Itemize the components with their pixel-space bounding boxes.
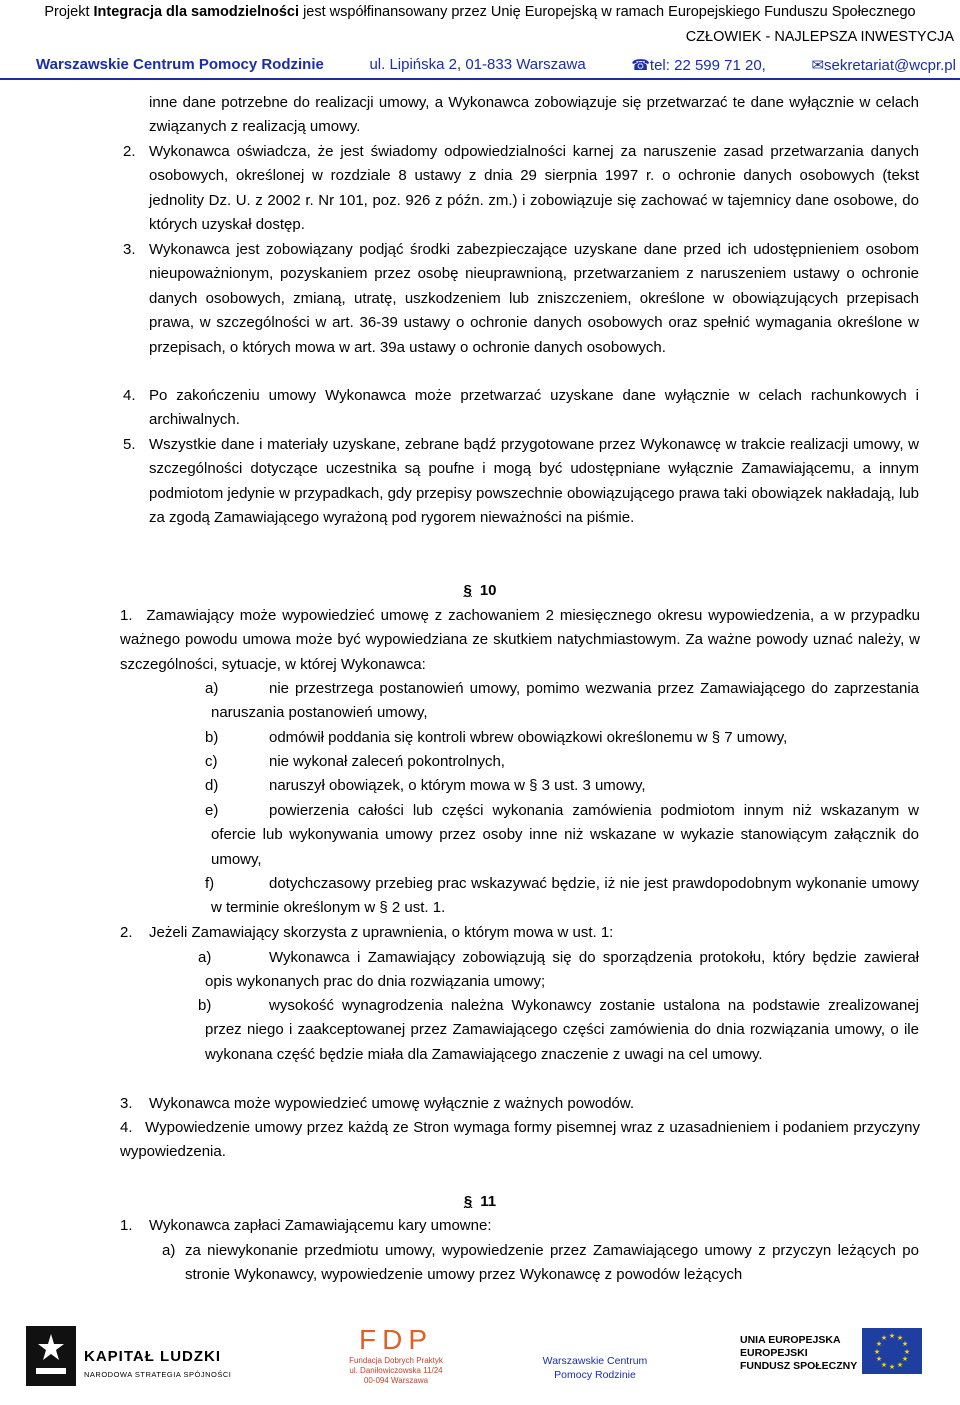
paragraph-4: Po zakończeniu umowy Wykonawca może przetwarzać uzyskane dane wyłącznie w celach rachunkowych i archiwalnych. (149, 387, 919, 429)
paragraph-2: Wykonawca oświadcza, że jest świadomy odpowiedzialności karnej za naruszenie zasad przetwarzania danych osobowych, określonej w rozdziale 8 ustawy z dnia 29 sierpnia 1997 r. o ochronie danych osobowych (tekst jednolity Dz. U. z 2002 r. Nr 101, poz. 926 z późn. zm.) i zobowiązuje się zachować w tajemnicy dane osobowe, do których uzyskał dostęp. (149, 143, 919, 234)
s10-item-c-label: c) (205, 753, 218, 770)
header-funding-text: jest współfinansowany przez Unię Europejską w ramach Europejskiego Funduszu Społecznego (303, 4, 916, 20)
footer-logos (0, 1318, 960, 1405)
paragraph-3-number: 3. (123, 241, 136, 258)
paragraph-1-cont: inne dane potrzebne do realizacji umowy, a Wykonawca zobowiązuje się przetwarzać te dane wyłącznie w celach związanych z realizacją umowy. (149, 94, 919, 136)
section-symbol: § (463, 582, 472, 599)
svg-text:★: ★ (888, 1332, 896, 1340)
s10-p2-item-a-label: a) (198, 949, 212, 966)
s11-p1-number: 1. (120, 1217, 133, 1234)
s11-paragraph-1: Wykonawca zapłaci Zamawiającemu kary umowne: (149, 1217, 492, 1234)
wcpr-logo (540, 1354, 650, 1382)
paragraph-5: Wszystkie dane i materiały uzyskane, zebrane bądź przygotowane przez Wykonawcę w trakcie realizacji umowy, w szczególności dotyczące uczestnika są poufne i mogą być udostępniane wyłącznie Zamawiającemu, a innym podmiotom jedynie w przypadkach, gdy przepisy powszechnie obowiązującego prawa taki obowiązek nakładają, lub za zgodą Zamawiającego wyrażoną pod rygorem nieważności na piśmie. (149, 436, 919, 527)
s11-item-a-label: a) (162, 1242, 176, 1259)
paragraph-2-number: 2. (123, 143, 136, 160)
s10-item-f: dotychczasowy przebieg prac wskazywać będzie, iż nie jest prawdopodobnym wykonanie umowy w terminie określonym w § 2 ust. 1. (211, 875, 919, 917)
s10-paragraph-2: Jeżeli Zamawiający skorzysta z uprawnienia, o którym mowa w ust. 1: (149, 924, 614, 941)
s10-p4-text: Wypowiedzenie umowy przez każdą ze Stron wymaga formy pisemnej wraz z uzasadnieniem i podaniem przyczyny wypowiedzenia. (120, 1119, 920, 1161)
svg-text:★: ★ (901, 1355, 909, 1363)
svg-text:★: ★ (880, 1361, 888, 1369)
s11-item-a: za niewykonanie przedmiotu umowy, wypowiedzenie przez Zamawiającego umowy z przyczyn leżących po stronie Wykonawcy, wypowiedzenie umowy przez Wykonawcę z powodów leżących (185, 1242, 919, 1284)
header-phone: ☎tel: 22 599 71 20, (631, 57, 766, 74)
wcpr-line2: Pomocy Rodzinie (554, 1369, 636, 1381)
fdp-city: 00-094 Warszawa (363, 1376, 429, 1385)
s10-item-e: powierzenia całości lub części wykonania zamówienia podmiotom innym niż wskazanym w ofercie lub wykonywania umowy przez osoby inne niż wskazane w wykazie stanowiącym załącznik do umowy, (211, 802, 919, 868)
s10-item-c: nie wykonał zaleceń pokontrolnych, (269, 753, 505, 770)
fdp-letters: FDP (359, 1324, 433, 1355)
s10-p2-item-b-label: b) (198, 997, 212, 1014)
fdp-logo (336, 1324, 456, 1386)
s10-p4-number: 4. (120, 1119, 133, 1136)
phone-icon: ☎ (631, 57, 650, 74)
s10-item-e-label: e) (205, 802, 219, 819)
s10-p1-number: 1. (120, 607, 133, 624)
paragraph-3: Wykonawca jest zobowiązany podjąć środki zabezpieczające uzyskane dane przed ich udostępnieniem osobom nieupoważnionym, pozyskaniem przez osobę nieuprawnioną, przetwarzaniem z naruszeniem ustawy o ochronie danych osobowych, zmianą, utratę, uszkodzeniem lub zniszczeniem, określone w obowiązujących przepisach prawa, w szczególności w art. 36-39 ustawy o ochronie danych osobowych oraz spełnić wymagania określone w przepisach, o których mowa w art. 39a ustawy o ochronie danych osobowych. (149, 241, 919, 356)
s10-p2-number: 2. (120, 924, 133, 941)
svg-text:★: ★ (875, 1355, 883, 1363)
header-funding-line (0, 4, 960, 20)
section-number: 11 (480, 1193, 497, 1210)
s10-item-f-label: f) (205, 875, 215, 892)
fdp-address: ul. Daniłowiczowska 11/24 (349, 1366, 443, 1375)
s10-item-b-label: b) (205, 729, 219, 746)
s10-item-a-label: a) (205, 680, 219, 697)
svg-text:★: ★ (875, 1340, 883, 1348)
s10-p1-text: Zamawiający może wypowiedzieć umowę z zachowaniem 2 miesięcznego okresu wypowiedzenia, a w przypadku ważnego powodu umowa może być wypowiedziana ze skutkiem natychmiastowym. Za ważne powody uznać należy, w szczególności, sytuacje, w której Wykonawca: (120, 607, 920, 673)
header-address: ul. Lipińska 2, 01-833 Warszawa (369, 56, 586, 73)
s10-p2-item-b: wysokość wynagrodzenia należna Wykonawcy zostanie ustalona na podstawie zrealizowanej przez niego i zaakceptowanej przez Zamawiającego części zamówienia do dnia rozwiązania umowy, o ile wykonana część będzie miała dla Zamawiającego znaczenie z uwagi na cel umowy. (205, 997, 919, 1063)
eu-line2: EUROPEJSKI (740, 1347, 808, 1359)
eu-line1: UNIA EUROPEJSKA (740, 1334, 841, 1346)
section-11-heading (0, 1190, 960, 1214)
s10-item-a: nie przestrzega postanowień umowy, pomimo wezwania przez Zamawiającego do zaprzestania naruszania postanowień umowy, (211, 680, 919, 722)
s10-p2-item-a: Wykonawca i Zamawiający zobowiązują się do sporządzenia protokołu, który będzie zawierał opis wykonanych prac do dnia rozwiązania umowy; (205, 949, 919, 991)
s10-item-b: odmówił poddania się kontroli wbrew obowiązkowi określonemu w § 7 umowy, (269, 729, 788, 746)
s10-p3-number: 3. (120, 1095, 133, 1112)
s10-item-d: naruszył obowiązek, o którym mowa w § 3 ust. 3 umowy, (269, 777, 646, 794)
header-project-prefix: Projekt (44, 4, 90, 20)
section-10-heading (0, 579, 960, 603)
header-project-name: Integracja dla samodzielności (93, 4, 300, 20)
header-org-name: Warszawskie Centrum Pomocy Rodzinie (36, 56, 324, 73)
wcpr-line1: Warszawskie Centrum (542, 1355, 648, 1367)
kapital-ludzki-title: KAPITAŁ LUDZKI (84, 1348, 222, 1365)
section-symbol: § (463, 1193, 473, 1210)
svg-text:★: ★ (896, 1334, 904, 1342)
paragraph-5-number: 5. (123, 436, 136, 453)
header-slogan: CZŁOWIEK - NAJLEPSZA INWESTYCJA (685, 29, 954, 45)
kapital-ludzki-logo (26, 1326, 76, 1386)
svg-text:★: ★ (873, 1348, 881, 1356)
section-number: 10 (479, 582, 497, 599)
s10-paragraph-3: Wykonawca może wypowiedzieć umowę wyłącznie z ważnych powodów. (149, 1095, 635, 1112)
eu-line3: FUNDUSZ SPOŁECZNY (740, 1360, 858, 1372)
s10-paragraph-1 (120, 604, 920, 677)
header-divider (0, 78, 960, 80)
s10-item-d-label: d) (205, 777, 219, 794)
fdp-name: Fundacja Dobrych Praktyk (349, 1356, 443, 1365)
header-contact-line (36, 56, 956, 74)
svg-text:★: ★ (903, 1348, 911, 1356)
header-email[interactable]: ✉sekretariat@wcpr.pl (811, 57, 956, 74)
eu-flag-icon (862, 1328, 922, 1374)
svg-text:★: ★ (880, 1334, 888, 1342)
svg-text:★: ★ (901, 1340, 909, 1348)
svg-text:★: ★ (896, 1361, 904, 1369)
kapital-ludzki-subtitle: NARODOWA STRATEGIA SPÓJNOŚCI (84, 1370, 232, 1379)
svg-text:★: ★ (888, 1363, 896, 1371)
eu-fund-text (740, 1334, 857, 1373)
s10-paragraph-4 (120, 1116, 920, 1165)
paragraph-4-number: 4. (123, 387, 136, 404)
mail-icon: ✉ (811, 57, 825, 74)
